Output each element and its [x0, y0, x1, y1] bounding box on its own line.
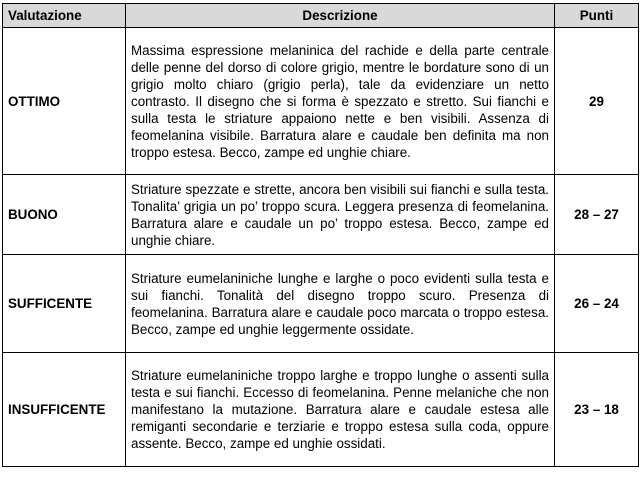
- points-cell: 23 – 18: [555, 353, 639, 467]
- table-row: [3, 175, 639, 255]
- table-header-row: [3, 4, 639, 28]
- description-cell: Striature eumelaniniche troppo larghe e troppo lunghe o assenti sulla testa e sui fianchi. Eccesso di feomelanina. Penne melaniche che non manifestano la mutazione. Barratura alare e caudale estesa alle remiganti secondarie e terziarie e troppo estesa sulla coda, oppure assente. Becco, zampe ed unghie ossidati.: [126, 353, 555, 467]
- column-header-descrizione: Descrizione: [126, 4, 555, 28]
- table-row: [3, 28, 639, 175]
- rating-cell: SUFFICENTE: [3, 255, 126, 353]
- table-row: [3, 353, 639, 467]
- table-row: [3, 255, 639, 353]
- evaluation-table: [2, 3, 639, 467]
- points-cell: 28 – 27: [555, 175, 639, 255]
- points-cell: 29: [555, 28, 639, 175]
- column-header-valutazione: Valutazione: [3, 4, 126, 28]
- rating-cell: INSUFFICENTE: [3, 353, 126, 467]
- points-cell: 26 – 24: [555, 255, 639, 353]
- column-header-punti: Punti: [555, 4, 639, 28]
- description-cell: Striature eumelaniniche lunghe e larghe o poco evidenti sulla testa e sui fianchi. Tonalità del disegno troppo scuro. Presenza di feomelanina. Barratura alare e caudale poco marcata o troppo estesa. Becco, zampe ed unghie leggermente ossidate.: [126, 255, 555, 353]
- description-cell: Striature spezzate e strette, ancora ben visibili sui fianchi e sulla testa. Tonalita’ grigia un po’ troppo scura. Leggera presenza di feomelanina. Barratura alare e caudale un po’ troppo estesa. Becco, zampe ed unghie chiare.: [126, 175, 555, 255]
- rating-cell: BUONO: [3, 175, 126, 255]
- description-cell: Massima espressione melaninica del rachide e della parte centrale delle penne del dorso di colore grigio, mentre le bordature sono di un grigio molto chiaro (grigio perla), tale da evidenziare un netto contrasto. Il disegno che si forma è spezzato e stretto. Sui fianchi e sulla testa le striature appaiono nette e ben visibili. Assenza di feomelanina visibile. Barratura alare e caudale ben definita ma non troppo estesa. Becco, zampe ed unghie chiare.: [126, 28, 555, 175]
- rating-cell: OTTIMO: [3, 28, 126, 175]
